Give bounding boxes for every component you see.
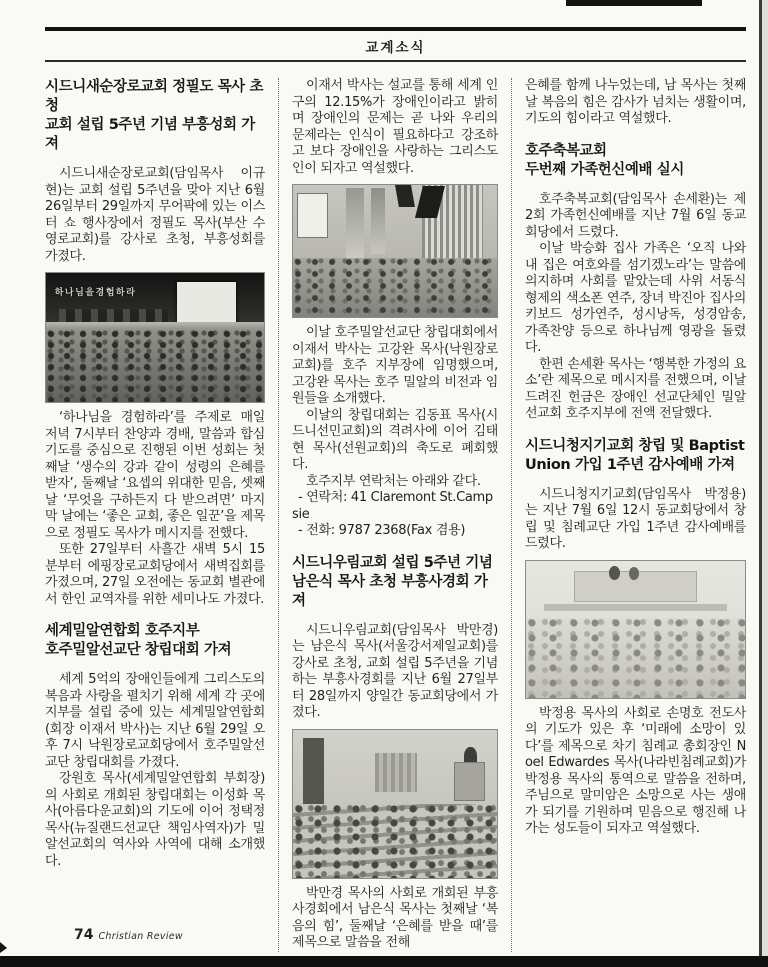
photo-pulpit bbox=[454, 762, 485, 800]
contact-phone-line: - 전화: 9787 2368(Fax 겸용) bbox=[298, 523, 466, 538]
masthead-rule-thin bbox=[45, 60, 746, 62]
photo-banner-text: 하나님을경험하라 bbox=[54, 287, 137, 298]
body-paragraph: 강원호 목사(세계밀알연합회 부회장)의 사회로 개회된 창립대회는 이성화 목사(아름다운교회)의 기도에 이어 정택정 목사(뉴질랜드선교단 책임사역자)가 밀알선교회의 역사와 사역에 대해 소개했다. bbox=[45, 771, 265, 869]
photo-speaker bbox=[629, 567, 639, 579]
body-paragraph: 이날 호주밀알선교단 창립대회에서 이재서 박사는 고강완 목사(낙원장로교회)를 호주 지부장에 임명했으며, 고강완 목사는 호주 밀알의 비전과 임원들을 소개했다. bbox=[292, 325, 498, 406]
bible-conference-photo bbox=[292, 729, 498, 879]
body-paragraph: 박만경 목사의 사회로 개회된 부흥사경회에서 남은식 목사는 첫째날 ‘복음의 힘’, 둘째날 ‘은혜를 받을 때’를 제목으로 말씀을 전해 bbox=[292, 885, 498, 950]
photo-pews-congregation bbox=[293, 804, 497, 878]
photo-window-arch bbox=[371, 188, 385, 254]
article4-headline bbox=[525, 142, 746, 180]
article2-headline bbox=[45, 622, 265, 660]
contact-address-line: - 연락처: 41 Claremont St.Campsie bbox=[292, 490, 493, 522]
body-paragraph: 호주축복교회(담임목사 손세환)는 제2회 가족헌신예배를 지난 7월 6일 동교회당에서 드렸다. bbox=[525, 191, 746, 240]
body-paragraph: 호주지부 연락처는 아래와 같다. bbox=[306, 473, 481, 489]
scan-edge-line bbox=[759, 0, 762, 956]
headline-line: 호주축복교회 bbox=[525, 142, 607, 159]
body-paragraph: 이날 박승화 집사 가족은 ‘오직 나와 내 집은 여호와를 섬기겠노라’는 말씀에 의지하며 사회를 맡았는데 사위 서동식 형제의 색소폰 연주, 장녀 박진아 집사의 키보드 성가연주, 성시낭독, 성경암송, 가족찬양 등으로 하나님께 영광을 돌렸다. bbox=[525, 241, 746, 355]
page-number: 74 bbox=[74, 927, 94, 943]
photo-worship-band bbox=[59, 309, 168, 322]
photo-congregation bbox=[46, 330, 264, 402]
photo-altar-rail bbox=[544, 604, 728, 611]
article3-headline bbox=[292, 554, 498, 611]
thanksgiving-service-photo bbox=[525, 560, 746, 699]
photo-window bbox=[303, 738, 323, 806]
headline-line: 시드니새순장로교회 정필도 목사 초청 bbox=[45, 79, 264, 114]
body-paragraph: ‘하나님을 경험하라’를 주제로 매일 저녁 7시부터 찬양과 경배, 말씀과 합심기도를 중심으로 진행된 이번 성회는 첫째날 ‘생수의 강과 같이 성령의 은혜를 받자’, 둘째날 ‘요셉의 위대한 믿음, 셋째날 ‘무엇을 구하든지 다 받으려면’ 마지막 날에는 ‘좋은 교회, 좋은 일꾼’을 제목으로 정필도 목사가 메시지를 전했다. bbox=[45, 410, 265, 541]
headline-line: 호주밀알선교단 창립대회 가져 bbox=[45, 642, 232, 658]
page-footer bbox=[74, 927, 183, 943]
headline-line: 시드니우림교회 설립 5주년 기념 bbox=[292, 554, 493, 571]
body-paragraph: 한편 손세환 목사는 ‘행복한 가정의 요소’란 제목으로 메시지를 전했으며, 이날 드려진 헌금은 장애인 선교단체인 밀알선교회 호주지부에 전액 전달했다. bbox=[525, 356, 746, 421]
headline-line: 두번째 가족헌신예배 실시 bbox=[525, 161, 684, 178]
headline-line: 시드니청지기교회 창립 및 Baptist bbox=[525, 437, 745, 454]
article1-headline bbox=[45, 78, 265, 154]
body-paragraph: 시드니청지기교회(담임목사 박정용)는 지난 7월 6일 12시 동교회당에서 창립 및 침례교단 가입 1주년 감사예배를 드렸다. bbox=[525, 486, 746, 551]
scan-artifact-top bbox=[566, 0, 702, 6]
scan-bottom-bar bbox=[0, 956, 768, 967]
column-1 bbox=[45, 78, 278, 952]
headline-line: 남은식 목사 초청 부흥사경회 가져 bbox=[292, 573, 488, 609]
body-paragraph: 시드니새순장로교회(담임목사 이규현)는 교회 설립 5주년을 맞아 지난 6월 26일부터 29일까지 무어팍에 있는 이스터 쇼 행사장에서 정필도 목사(부산 수영로교회)를 강사로 초청, 부흥성회를 가졌다. bbox=[45, 166, 265, 264]
article5-headline bbox=[525, 437, 746, 475]
headline-line: Union 가입 1주년 감사예배 가져 bbox=[525, 456, 735, 473]
headline-line: 교회 설립 5주년 기념 부흥성회 가져 bbox=[45, 117, 255, 152]
photo-projection-screen bbox=[177, 282, 236, 325]
body-paragraph: 시드니우림교회(담임목사 박만경)는 남은식 목사(서울강서제일교회)를 강사로 초청, 교회 설립 5주년을 기념하는 부흥사경회를 지난 6월 27일부터 28일까지 양일간 동교회당에서 가졌다. bbox=[292, 622, 498, 720]
column-2 bbox=[278, 78, 511, 952]
photo-congregation bbox=[526, 618, 745, 697]
article-columns bbox=[45, 78, 746, 952]
column-3 bbox=[511, 78, 746, 952]
photo-window-arch bbox=[346, 188, 364, 265]
body-paragraph: 은혜를 함께 나누었는데, 남 목사는 첫째날 복음의 힘은 감사가 넘치는 생활이며, 기도의 힘이라고 역설했다. bbox=[525, 78, 746, 126]
headline-line: 세계밀알연합회 호주지부 bbox=[45, 623, 200, 639]
masthead bbox=[45, 27, 746, 62]
body-paragraph: 이재서 박사는 설교를 통해 세계 인구의 12.15%가 장애인이라고 밝히며 장애인의 문제는 곧 나와 우리의 문제라는 인식이 필요하다고 강조하고 보다 장애인을 사랑하는 그리스도인이 되자고 역설했다. bbox=[292, 78, 498, 176]
founding-assembly-photo bbox=[292, 184, 498, 318]
photo-organ bbox=[375, 753, 418, 791]
body-paragraph: 이날의 창립대회는 김동표 목사(시드니선민교회)의 격려사에 이어 김태현 목사(선원교회)의 축도로 폐회했다. bbox=[292, 407, 498, 472]
photo-white-placard bbox=[297, 193, 328, 238]
section-title: 교계소식 bbox=[365, 40, 426, 56]
magazine-name: Christian Review bbox=[98, 931, 183, 942]
revival-service-photo bbox=[45, 272, 265, 403]
body-paragraph: 또한 27일부터 사흘간 새벽 5시 15분부터 에핑장로교회당에서 새벽집회를 가졌으며, 27일 오전에는 동교회 별관에서 한인 교역자를 위한 세미나도 가졌다. bbox=[45, 542, 265, 607]
photo-congregation bbox=[293, 258, 497, 317]
photo-speaker bbox=[609, 566, 620, 580]
body-paragraph: 박정용 목사의 사회로 손명호 전도사의 기도가 있은 후 ‘미래에 소망이 있다’를 제목으로 차기 침례교 총회장인 Noel Edwardes 목사(나라빈침례교회)가 박정용 목사의 통역으로 말씀을 전하며, 주님으로 말미암은 소망으로 사는 생애가 되기를 기원하며 믿음으로 행진해 나가는 성도들이 되자고 역설했다. bbox=[525, 705, 746, 836]
scan-artifact-bottom-left bbox=[0, 942, 7, 953]
scan-edge-strip bbox=[762, 0, 768, 956]
body-paragraph: 세계 5억의 장애인들에게 그리스도의 복음과 사랑을 펼치기 위해 세계 각 곳에 지부를 설립 중에 있는 세계밀알연합회(회장 이재서 박사)는 지난 6월 29일 오후 7시 낙원장로교회당에서 호주밀알선교단 창립대회를 가졌다. bbox=[45, 672, 265, 770]
